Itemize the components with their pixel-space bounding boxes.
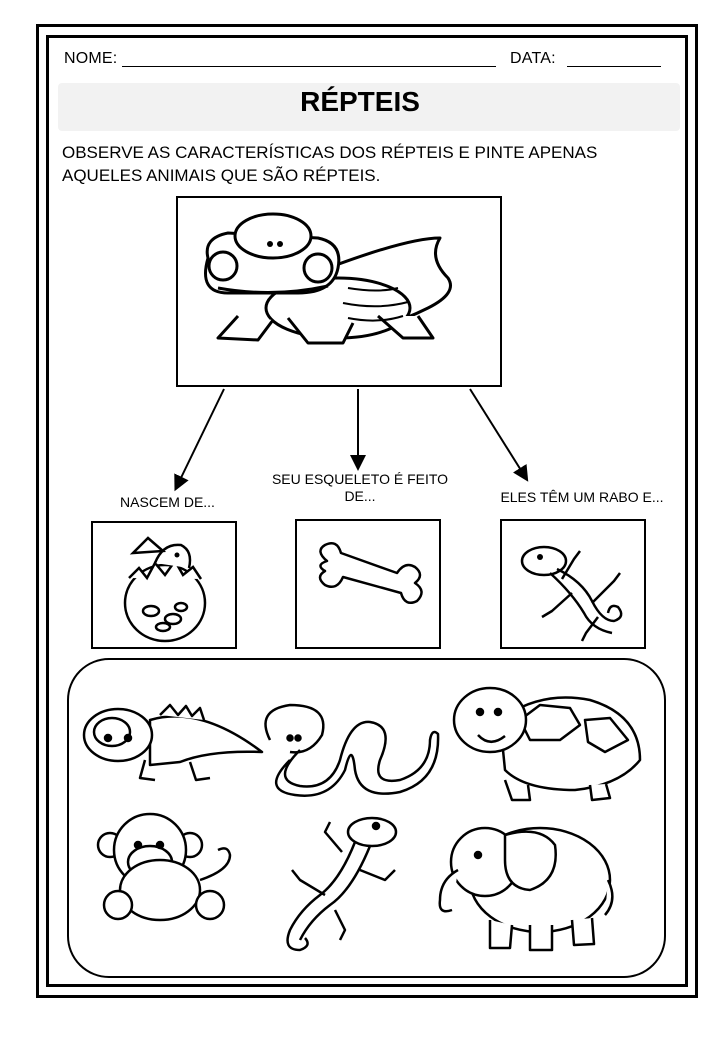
lizard-2-icon [288,818,396,950]
name-label: NOME: [64,50,118,67]
monkey-icon [98,814,230,920]
feature-label-eggs: NASCEM DE... [120,494,215,510]
feature-label-tail: ELES TÊM UM RABO E... [500,489,664,505]
date-label: DATA: [510,50,556,67]
instruction-text: OBSERVE AS CARACTERÍSTICAS DOS RÉPTEIS E PINTE APENAS AQUELES ANIMAIS QUE SÃO RÉPTEIS. [62,143,598,185]
iguana-icon [84,705,262,780]
page-title: RÉPTEIS [300,86,420,117]
feature-label-skeleton: SEU ESQUELETO É FEITO DE... [271,471,449,504]
snake-icon [266,705,439,796]
elephant-icon [440,828,613,950]
turtle-icon [454,688,640,800]
